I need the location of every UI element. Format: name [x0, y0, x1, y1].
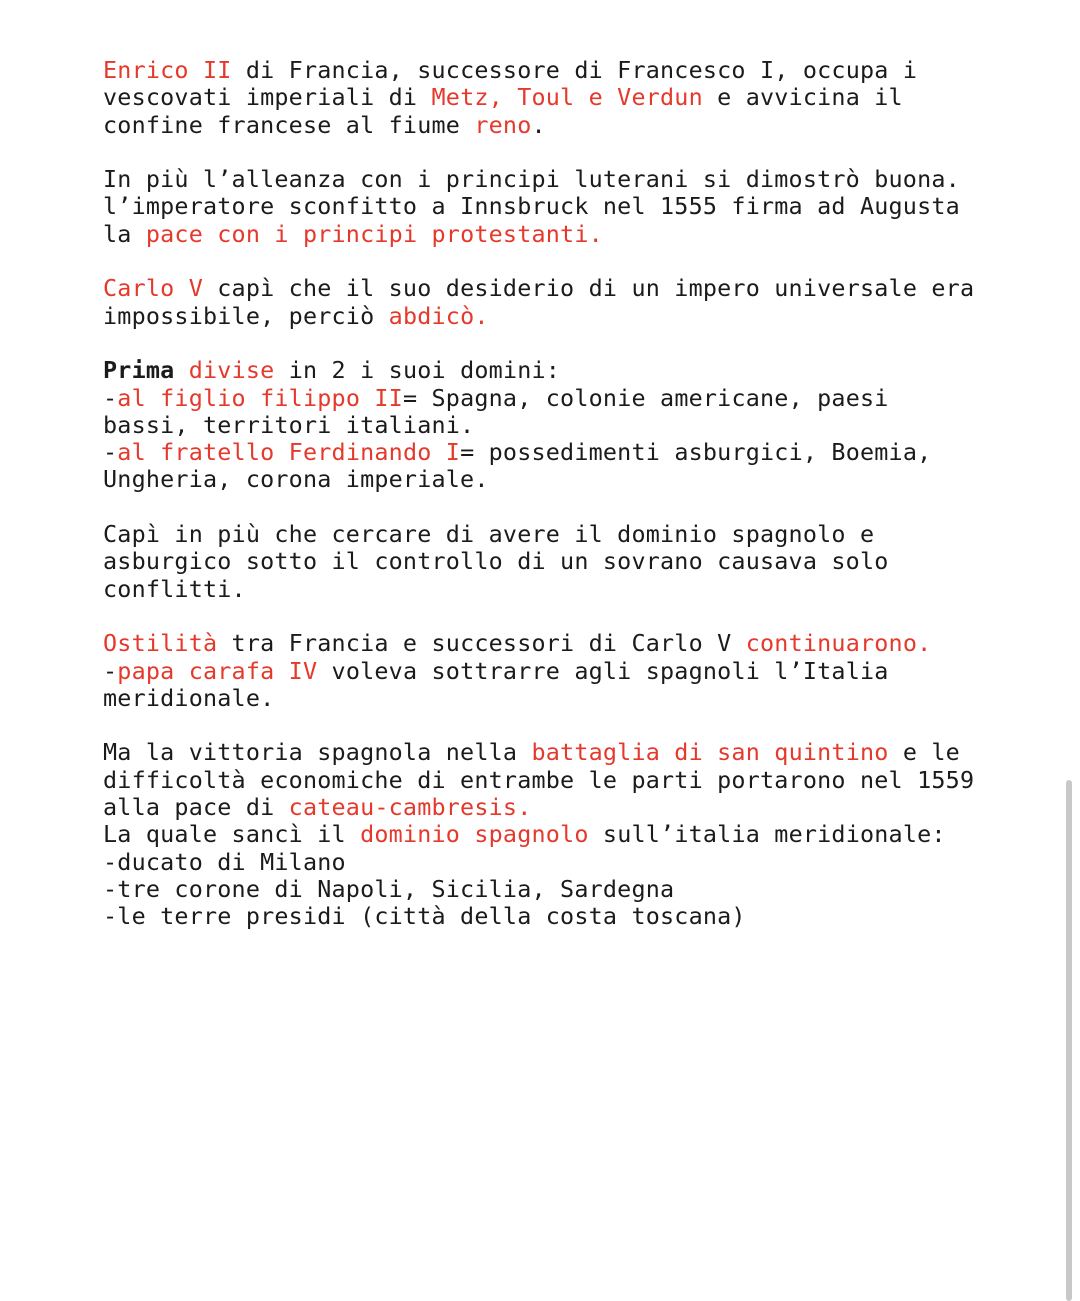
text-segment: asburgico sotto il controllo di un sovrano causava solo — [103, 547, 889, 576]
text-segment: = possedimenti asburgici, Boemia, — [460, 438, 932, 467]
highlighted-text: Enrico II — [103, 56, 232, 84]
text-line — [103, 439, 1003, 466]
text-segment: Ungheria, corona imperiale. — [103, 465, 489, 494]
text-line — [103, 767, 1003, 794]
text-segment: - — [103, 438, 118, 467]
highlighted-text: Carlo V — [103, 274, 203, 303]
text-line — [103, 57, 1003, 84]
paragraph — [103, 521, 1003, 603]
text-segment: = Spagna, colonie americane, paesi — [402, 383, 889, 412]
text-line — [103, 794, 1003, 821]
text-segment: La quale sancì il — [103, 820, 361, 849]
text-line — [103, 521, 1003, 548]
highlighted-text: abdicò. — [388, 301, 489, 330]
highlighted-text: reno — [474, 110, 532, 139]
paragraph — [103, 57, 1003, 139]
text-segment: vescovati imperiali di — [103, 83, 432, 112]
text-line — [103, 876, 1003, 903]
highlighted-text: papa carafa IV — [117, 656, 318, 685]
text-segment: - — [103, 383, 118, 412]
text-segment: impossibile, perciò — [103, 301, 389, 330]
text-segment: in 2 i suoi domini: — [274, 356, 561, 385]
text-segment: confine francese al fiume — [103, 110, 475, 139]
text-line — [103, 412, 1003, 439]
text-segment: . — [531, 110, 546, 139]
text-segment: Ma la vittoria spagnola nella — [103, 738, 532, 767]
text-line — [103, 630, 1003, 657]
text-segment: tra Francia e successori di Carlo V — [217, 629, 746, 658]
paragraph — [103, 166, 1003, 248]
vertical-scrollbar[interactable] — [1066, 780, 1072, 1301]
text-segment: e le — [888, 738, 960, 767]
text-segment: di Francia, successore di Francesco I, occupa i — [231, 56, 918, 84]
text-line — [103, 303, 1003, 330]
text-line — [103, 357, 1003, 384]
highlighted-text: pace con i principi protestanti. — [145, 219, 603, 248]
text-line — [103, 385, 1003, 412]
paragraph — [103, 630, 1003, 712]
paragraph — [103, 739, 1003, 930]
text-segment: voleva sottrarre agli spagnoli l’Italia — [317, 656, 889, 685]
text-segment: Capì in più che cercare di avere il dominio spagnolo e — [103, 520, 875, 549]
highlighted-text: dominio spagnolo — [360, 820, 589, 849]
document-body — [103, 57, 1003, 958]
text-line — [103, 112, 1003, 139]
highlighted-text: al fratello Ferdinando I — [117, 438, 461, 467]
highlighted-text: Ostilità — [103, 629, 218, 658]
text-line — [103, 903, 1003, 930]
highlighted-text: cateau-cambresis. — [288, 793, 532, 822]
text-line — [103, 84, 1003, 111]
text-line — [103, 849, 1003, 876]
text-segment: meridionale. — [103, 683, 275, 712]
text-line — [103, 739, 1003, 766]
text-segment: la — [103, 219, 146, 248]
text-line — [103, 166, 1003, 193]
text-segment — [174, 356, 188, 384]
highlighted-text: battaglia di san quintino — [531, 738, 889, 767]
text-segment: - — [103, 656, 118, 685]
text-line — [103, 466, 1003, 493]
text-segment: -tre corone di Napoli, Sicilia, Sardegna — [103, 874, 675, 903]
text-segment: sull’italia meridionale: — [588, 820, 946, 849]
highlighted-text: al figlio filippo II — [117, 383, 403, 412]
paragraph — [103, 357, 1003, 493]
highlighted-text: Metz, Toul e Verdun — [431, 83, 703, 112]
text-segment: alla pace di — [103, 793, 289, 822]
text-segment: e avvicina il — [702, 83, 903, 112]
text-line — [103, 821, 1003, 848]
text-line — [103, 275, 1003, 302]
text-segment: difficoltà economiche di entrambe le parti portarono nel 1559 — [103, 765, 975, 794]
text-segment: capì che il suo desiderio di un impero universale era — [202, 274, 975, 303]
text-segment: -le terre presidi (città della costa toscana) — [103, 902, 746, 931]
text-line — [103, 193, 1003, 220]
highlighted-text: divise — [188, 356, 275, 385]
highlighted-text: continuarono. — [745, 629, 932, 658]
text-line — [103, 548, 1003, 575]
text-segment: l’imperatore sconfitto a Innsbruck nel 1555 firma ad Augusta — [103, 192, 960, 221]
text-line — [103, 576, 1003, 603]
paragraph — [103, 275, 1003, 330]
text-segment: In più l’alleanza con i principi luterani si dimostrò buona. — [103, 165, 960, 194]
bold-text: Prima — [103, 356, 175, 385]
text-segment: -ducato di Milano — [103, 847, 346, 876]
text-line — [103, 685, 1003, 712]
text-line — [103, 221, 1003, 248]
text-segment: bassi, territori italiani. — [103, 410, 475, 439]
text-line — [103, 658, 1003, 685]
text-segment: conflitti. — [103, 574, 246, 603]
